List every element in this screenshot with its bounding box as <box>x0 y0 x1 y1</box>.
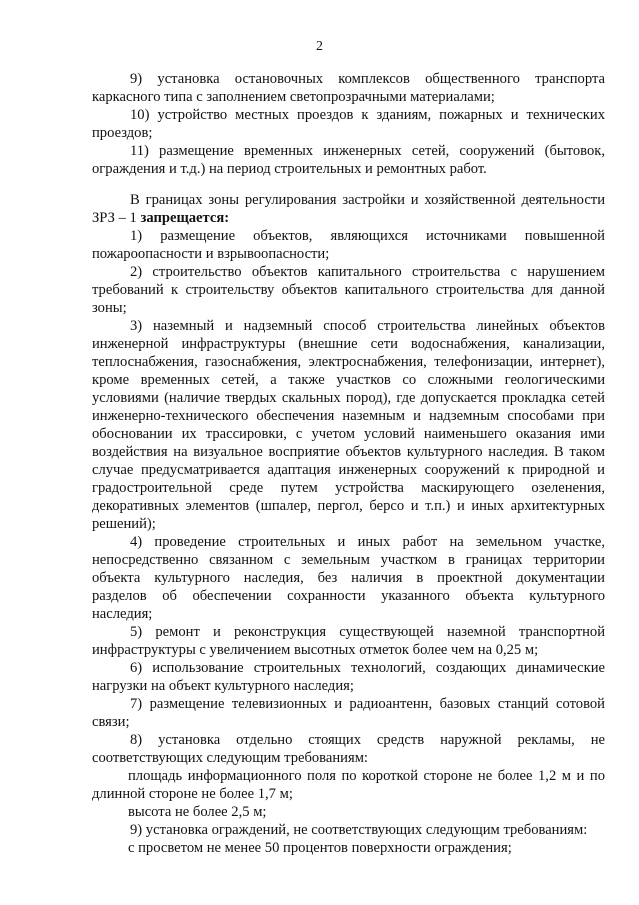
text-line: градостроительной среде путем устройства маскирующего озеленения, <box>92 480 605 496</box>
text-line: теплоснабжения, газоснабжения, электроснабжения, телефонизации, интернет), <box>92 354 605 370</box>
text-line: разделов об обеспечении сохранности указанного объекта культурного <box>92 588 605 604</box>
text-line: В границах зоны регулирования застройки и хозяйственной деятельности <box>130 192 605 208</box>
text-line: 3) наземный и надземный способ строительства линейных объектов <box>130 318 605 334</box>
text-line: 8) установка отдельно стоящих средств наружной рекламы, не <box>130 732 605 748</box>
text-line: объекта культурного наследия, без наличия в проектной документации <box>92 570 605 586</box>
text-line: 2) строительство объектов капитального строительства с нарушением <box>130 264 605 280</box>
text-line: 5) ремонт и реконструкция существующей наземной транспортной <box>130 624 605 640</box>
text-line: инфраструктуры с увеличением высотных отметок более чем на 0,25 м; <box>92 642 539 658</box>
text-line: ограждения и т.д.) на период строительных и ремонтных работ. <box>92 161 487 177</box>
text-line: высота не более 2,5 м; <box>128 804 267 820</box>
text-line: 6) использование строительных технологий, создающих динамические <box>130 660 605 676</box>
page-number: 2 <box>316 39 323 54</box>
text-line: непосредственно связанном с земельным участком в границах территории <box>92 552 605 568</box>
text-line: 4) проведение строительных и иных работ на земельном участке, <box>130 534 605 550</box>
text-line: зоны; <box>92 300 127 316</box>
text-line: случае предусматривается адаптация инженерных сооружений к природной и <box>92 462 605 478</box>
text-line: площадь информационного поля по короткой стороне не более 1,2 м и по <box>128 768 605 784</box>
text-line: 7) размещение телевизионных и радиоантенн, базовых станций сотовой <box>130 696 605 712</box>
text-line: обосновании их трассировки, с учетом условий наименьшего оказания ими <box>92 426 605 442</box>
text-line: 9) установка остановочных комплексов общественного транспорта <box>130 71 605 87</box>
text-line: наследия; <box>92 606 153 622</box>
text-line: связи; <box>92 714 130 730</box>
text-line: декоративных элементов (шпалер, пергол, берсо и т.п.) и иных архитектурных <box>92 498 605 514</box>
text-line: кроме временных сетей, а также участков со сложными геологическими <box>92 372 605 388</box>
text-line: соответствующих следующим требованиям: <box>92 750 368 766</box>
text-line: 1) размещение объектов, являющихся источниками повышенной <box>130 228 605 244</box>
text-line: 9) установка ограждений, не соответствующих следующим требованиям: <box>130 822 588 838</box>
text-line: проездов; <box>92 125 153 141</box>
text-line: условиями (наличие твердых скальных пород), где допускается прокладка сетей <box>92 390 605 406</box>
text-line: нагрузки на объект культурного наследия; <box>92 678 354 694</box>
text-line: воздействия на визуальное восприятие объектов культурного наследия. В таком <box>92 444 605 460</box>
text-line: пожароопасности и взрывоопасности; <box>92 246 330 262</box>
text-line: длинной стороне не более 1,7 м; <box>92 786 293 802</box>
text-line: инженерной инфраструктуры (внешние сети водоснабжения, канализации, <box>92 336 605 352</box>
text-line <box>92 209 605 227</box>
text-line: требований к строительству объектов капитального строительства для данной <box>92 282 605 298</box>
text-line: каркасного типа с заполнением светопрозрачными материалами; <box>92 89 495 105</box>
prohibited-heading: запрещается: <box>140 210 230 226</box>
text-line: решений); <box>92 516 156 532</box>
text-line: инженерно-технического обеспечения наземным и надземным способами при <box>92 408 605 424</box>
text-line: с просветом не менее 50 процентов поверхности ограждения; <box>128 840 512 856</box>
zone-code: ЗРЗ – 1 <box>92 210 141 226</box>
text-line: 10) устройство местных проездов к зданиям, пожарных и технических <box>130 107 605 123</box>
text-line: 11) размещение временных инженерных сетей, сооружений (бытовок, <box>130 143 605 159</box>
